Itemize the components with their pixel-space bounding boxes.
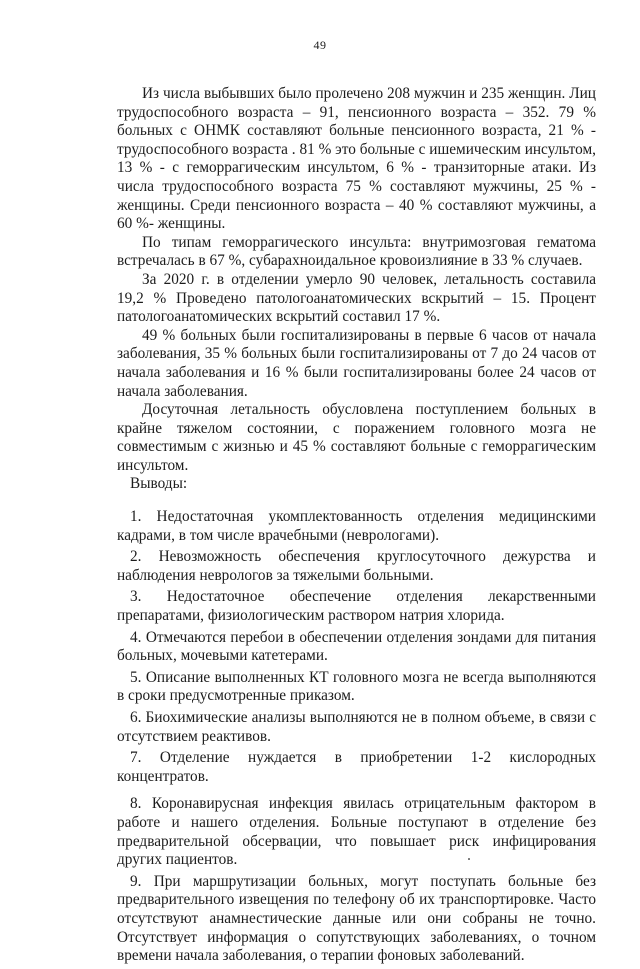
conclusions-heading: Выводы: [130,475,188,493]
paragraph-mortality: За 2020 г. в отделении умерло 90 человек, летальность составила 19,2 % Проведено патологоанатомических вскрытий – 15. Процент патологоанатомических вскрытий составил 17 %. [117,270,596,326]
scan-artifact [468,858,470,860]
conclusion-item: 6. Биохимические анализы выполняются не в полном объеме, в связи с отсутствием реактивов. [117,709,596,745]
page-number: 49 [313,38,327,52]
paragraph-hemorrhagic-types: По типам геморрагического инсульта: внутримозговая гематома встречалась в 67 %, субарахноидальное кровоизлияние в 33 % случаев. [117,233,596,270]
conclusion-item: 3. Недостаточное обеспечение отделения лекарственными препаратами, физиологическим раствором натрия хлорида. [117,588,596,625]
conclusion-item: 9. При маршрутизации больных, могут поступать больные без предварительного извещения по телефону об их транспортировке. Часто отсутствуют анамнестические данные или они собраны не точно. Отсутствует информация о сопутствующих заболеваниях, о точном времени начала заболевания, о терапии фоновых заболеваний. [117,872,596,965]
paragraph-hospitalization-timing: 49 % больных были госпитализированы в первые 6 часов от начала заболевания, 35 % больных были госпитализированы от 7 до 24 часов от начала заболевания и 16 % были госпитализированы более 24 часов от начала заболевания. [117,326,596,400]
conclusion-item: 8. Коронавирусная инфекция явилась отрицательным фактором в работе и нашего отделения. Больные поступают в отделение без предварительной обсервации, что повышает риск инфицирования других пациентов. [117,795,596,869]
conclusion-item: 7. Отделение нуждается в приобретении 1-2 кислородных концентратов. [117,749,596,785]
conclusion-item: 4. Отмечаются перебои в обеспечении отделения зондами для питания больных, мочевыми катетерами. [117,628,596,665]
conclusion-item: 5. Описание выполненных КТ головного мозга не всегда выполняются в сроки предусмотренные приказом. [117,668,596,705]
paragraph-early-mortality: Досуточная летальность обусловлена поступлением больных в крайне тяжелом состоянии, с поражением головного мозга не совместимым с жизнью и 45 % составляют больные с геморрагическим инсультом. [117,401,596,474]
conclusion-item: 1. Недостаточная укомплектованность отделения медицинскими кадрами, в том числе врачебными (неврологами). [117,508,596,544]
conclusions-list [117,508,596,966]
conclusion-item: 2. Невозможность обеспечения круглосуточного дежурства и наблюдения неврологов за тяжелыми больными. [117,548,596,584]
document-body [117,85,596,969]
paragraph-patient-statistics: Из числа выбывших было пролечено 208 мужчин и 235 женщин. Лиц трудоспособного возраста – 91, пенсионного возраста – 352. 79 % больных с ОНМК составляют больные пенсионного возраста, 21 % - трудоспособного возраста . 81 % это больные с ишемическим инсультом, 13 % - с геморрагическим инсультом, 6 % - транзиторные атаки. Из числа трудоспособного возраста 75 % составляют мужчины, 25 % - женщины. Среди пенсионного возраста – 40 % составляют мужчины, а 60 %- женщины. [117,85,596,233]
